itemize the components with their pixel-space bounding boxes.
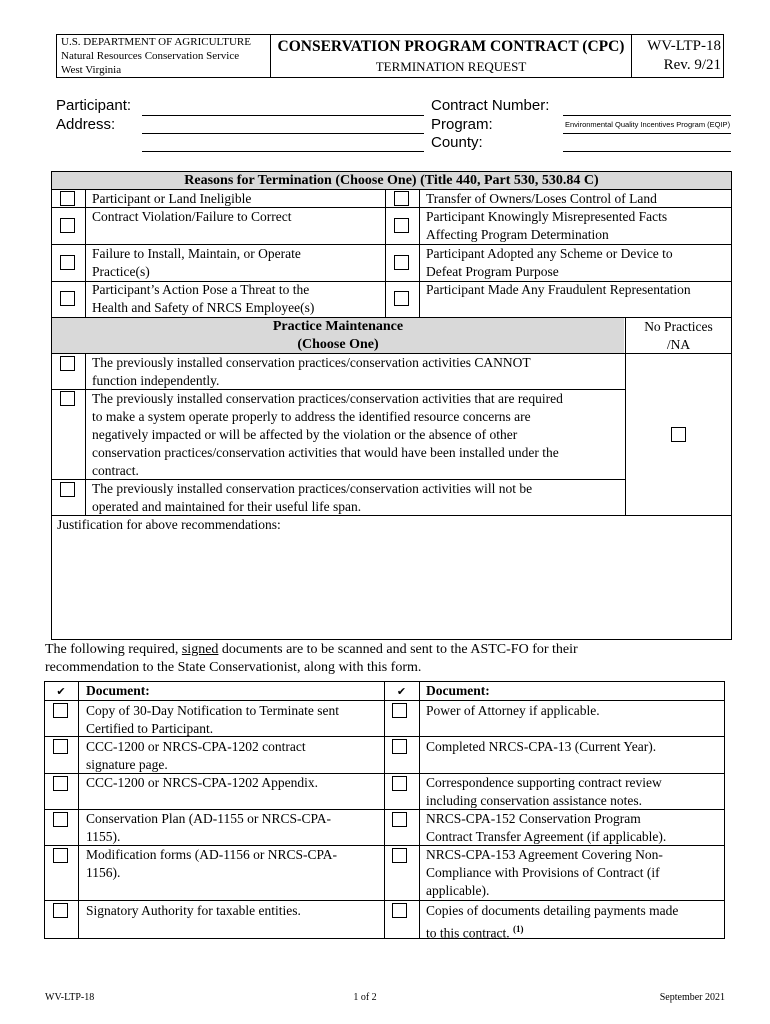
agency-state: West Virginia	[61, 64, 122, 76]
program-label: Program:	[431, 116, 493, 133]
program-input[interactable]	[563, 133, 731, 134]
reason-misrepresented-checkbox[interactable]	[394, 218, 409, 233]
no-practices-na: /NA	[666, 337, 691, 352]
form-title: CONSERVATION PROGRAM CONTRACT (CPC)	[277, 38, 625, 55]
no-practices-label: No Practices	[644, 319, 713, 334]
reason-transfer: Transfer of Owners/Loses Control of Land	[426, 191, 657, 206]
reason-scheme-checkbox[interactable]	[394, 255, 409, 270]
maintenance-system-impacted-line5: contract.	[92, 463, 139, 478]
doc-cpa153-line2: Compliance with Provisions of Contract (if	[426, 865, 660, 880]
reason-misrepresented-line2: Affecting Program Determination	[426, 227, 609, 242]
footer-form-id: WV-LTP-18	[45, 992, 95, 1003]
reason-ineligible: Participant or Land Ineligible	[92, 191, 252, 206]
doc-cpa152-checkbox[interactable]	[392, 812, 407, 827]
contract-number-label: Contract Number:	[431, 97, 550, 114]
maintenance-not-maintained-line2: operated and maintained for their useful life span.	[92, 499, 362, 514]
doc-appendix: CCC-1200 or NRCS-CPA-1202 Appendix.	[86, 775, 319, 790]
doc-payments-checkbox[interactable]	[392, 903, 407, 918]
doc-cpa153: NRCS-CPA-153 Agreement Covering Non-	[426, 847, 663, 862]
doc-payments: Copies of documents detailing payments made	[426, 903, 679, 918]
reason-fraud-checkbox[interactable]	[394, 291, 409, 306]
reason-threat: Participant’s Action Pose a Threat to the	[92, 282, 310, 297]
doc-power-of-attorney: Power of Attorney if applicable.	[426, 703, 600, 718]
doc-signature-page: CCC-1200 or NRCS-CPA-1202 contract	[86, 739, 306, 754]
doc-signature-page-checkbox[interactable]	[53, 739, 68, 754]
maintenance-system-impacted: The previously installed conservation practices/conservation activities that are required	[92, 391, 563, 406]
documents-intro-line2: recommendation to the State Conservationist, along with this form.	[45, 660, 422, 675]
reason-failure: Failure to Install, Maintain, or Operate	[92, 246, 301, 261]
doc-signatory: Signatory Authority for taxable entities.	[86, 903, 301, 918]
doc-conservation-plan-line2: 1155).	[86, 829, 121, 844]
address-input-line1[interactable]	[142, 133, 424, 134]
check-column-icon: ✔	[56, 686, 66, 698]
doc-payments-line2: to this contract. $^{(1)}$	[426, 924, 524, 941]
check-column-icon-right: ✔	[396, 686, 407, 698]
footer-date: September 2021	[659, 992, 725, 1003]
doc-cpa152: NRCS-CPA-152 Conservation Program	[426, 811, 641, 826]
reasons-heading: Reasons for Termination (Choose One) (Title 440, Part 530, 530.84 C)	[184, 173, 599, 188]
doc-cpa13: Completed NRCS-CPA-13 (Current Year).	[426, 739, 657, 754]
doc-appendix-checkbox[interactable]	[53, 776, 68, 791]
no-practices-checkbox[interactable]	[671, 427, 686, 442]
maintenance-system-impacted-checkbox[interactable]	[60, 391, 75, 406]
reason-transfer-checkbox[interactable]	[394, 191, 409, 206]
justification-label: Justification for above recommendations:	[57, 517, 281, 532]
doc-notification-line2: Certified to Participant.	[86, 721, 214, 736]
maintenance-cannot-function-line2: function independently.	[92, 373, 220, 388]
doc-correspondence: Correspondence supporting contract review	[426, 775, 662, 790]
doc-correspondence-line2: including conservation assistance notes.	[426, 793, 642, 808]
doc-cpa152-line2: Contract Transfer Agreement (if applicable).	[426, 829, 667, 844]
doc-cpa153-line3: applicable).	[426, 883, 490, 898]
reason-failure-line2: Practice(s)	[92, 264, 150, 279]
reason-violation: Contract Violation/Failure to Correct	[92, 209, 292, 224]
address-input-line2[interactable]	[142, 151, 424, 152]
maintenance-system-impacted-line2: to make a system operate properly to address the identified resource concerns are	[92, 409, 531, 424]
maintenance-system-impacted-line4: conservation practices/conservation activities that would have been installed under the	[92, 445, 559, 460]
maintenance-not-maintained: The previously installed conservation practices/conservation activities will not be	[92, 481, 533, 496]
reason-threat-checkbox[interactable]	[60, 291, 75, 306]
maintenance-heading-choose: (Choose One)	[297, 337, 379, 352]
maintenance-cannot-function-checkbox[interactable]	[60, 356, 75, 371]
reason-misrepresented: Participant Knowingly Misrepresented Facts	[426, 209, 668, 224]
reason-scheme: Participant Adopted any Scheme or Device to	[426, 246, 673, 261]
doc-correspondence-checkbox[interactable]	[392, 776, 407, 791]
footnote-mark: (1)	[512, 924, 524, 934]
documents-intro: The following required, signed documents are to be scanned and sent to the ASTC-FO for their	[45, 642, 578, 657]
form-revision: Rev. 9/21	[663, 57, 721, 73]
doc-cpa153-checkbox[interactable]	[392, 848, 407, 863]
doc-notification-checkbox[interactable]	[53, 703, 68, 718]
maintenance-system-impacted-line3: negatively impacted or will be affected by the violation or the absence of other	[92, 427, 518, 442]
doc-modification-line2: 1156).	[86, 865, 121, 880]
document-column-header-right: Document:	[426, 683, 490, 698]
form-subtitle: TERMINATION REQUEST	[375, 59, 527, 74]
maintenance-not-maintained-checkbox[interactable]	[60, 482, 75, 497]
justification-input[interactable]	[55, 536, 727, 636]
doc-signature-page-line2: signature page.	[86, 757, 168, 772]
doc-conservation-plan-checkbox[interactable]	[53, 812, 68, 827]
doc-notification: Copy of 30-Day Notification to Terminate sent	[86, 703, 339, 718]
doc-cpa13-checkbox[interactable]	[392, 739, 407, 754]
reason-failure-checkbox[interactable]	[60, 255, 75, 270]
doc-modification-checkbox[interactable]	[53, 848, 68, 863]
document-column-header: Document:	[86, 683, 150, 698]
form-id: WV-LTP-18	[647, 38, 721, 54]
contract-number-input[interactable]	[563, 115, 731, 116]
doc-conservation-plan: Conservation Plan (AD-1155 or NRCS-CPA-	[86, 811, 332, 826]
maintenance-cannot-function: The previously installed conservation practices/conservation activities CANNOT	[92, 355, 531, 370]
maintenance-heading: Practice Maintenance	[272, 319, 404, 334]
signed-emphasis: signed	[181, 642, 219, 657]
doc-modification: Modification forms (AD-1156 or NRCS-CPA-	[86, 847, 337, 862]
county-label: County:	[431, 134, 483, 151]
reason-fraud: Participant Made Any Fraudulent Representation	[426, 282, 691, 297]
doc-power-of-attorney-checkbox[interactable]	[392, 703, 407, 718]
agency-service: Natural Resources Conservation Service	[61, 50, 240, 62]
footer-page-number: 1 of 2	[353, 992, 377, 1003]
reason-ineligible-checkbox[interactable]	[60, 191, 75, 206]
county-input[interactable]	[563, 151, 731, 152]
participant-label: Participant:	[56, 97, 132, 114]
reason-threat-line2: Health and Safety of NRCS Employee(s)	[92, 300, 315, 315]
program-value: Environmental Quality Incentives Program (EQIP)	[565, 120, 731, 129]
agency-name: U.S. DEPARTMENT OF AGRICULTURE	[61, 36, 251, 48]
address-label: Address:	[56, 116, 116, 133]
reason-violation-checkbox[interactable]	[60, 218, 75, 233]
reason-scheme-line2: Defeat Program Purpose	[426, 264, 559, 279]
doc-signatory-checkbox[interactable]	[53, 903, 68, 918]
participant-input[interactable]	[142, 115, 424, 116]
